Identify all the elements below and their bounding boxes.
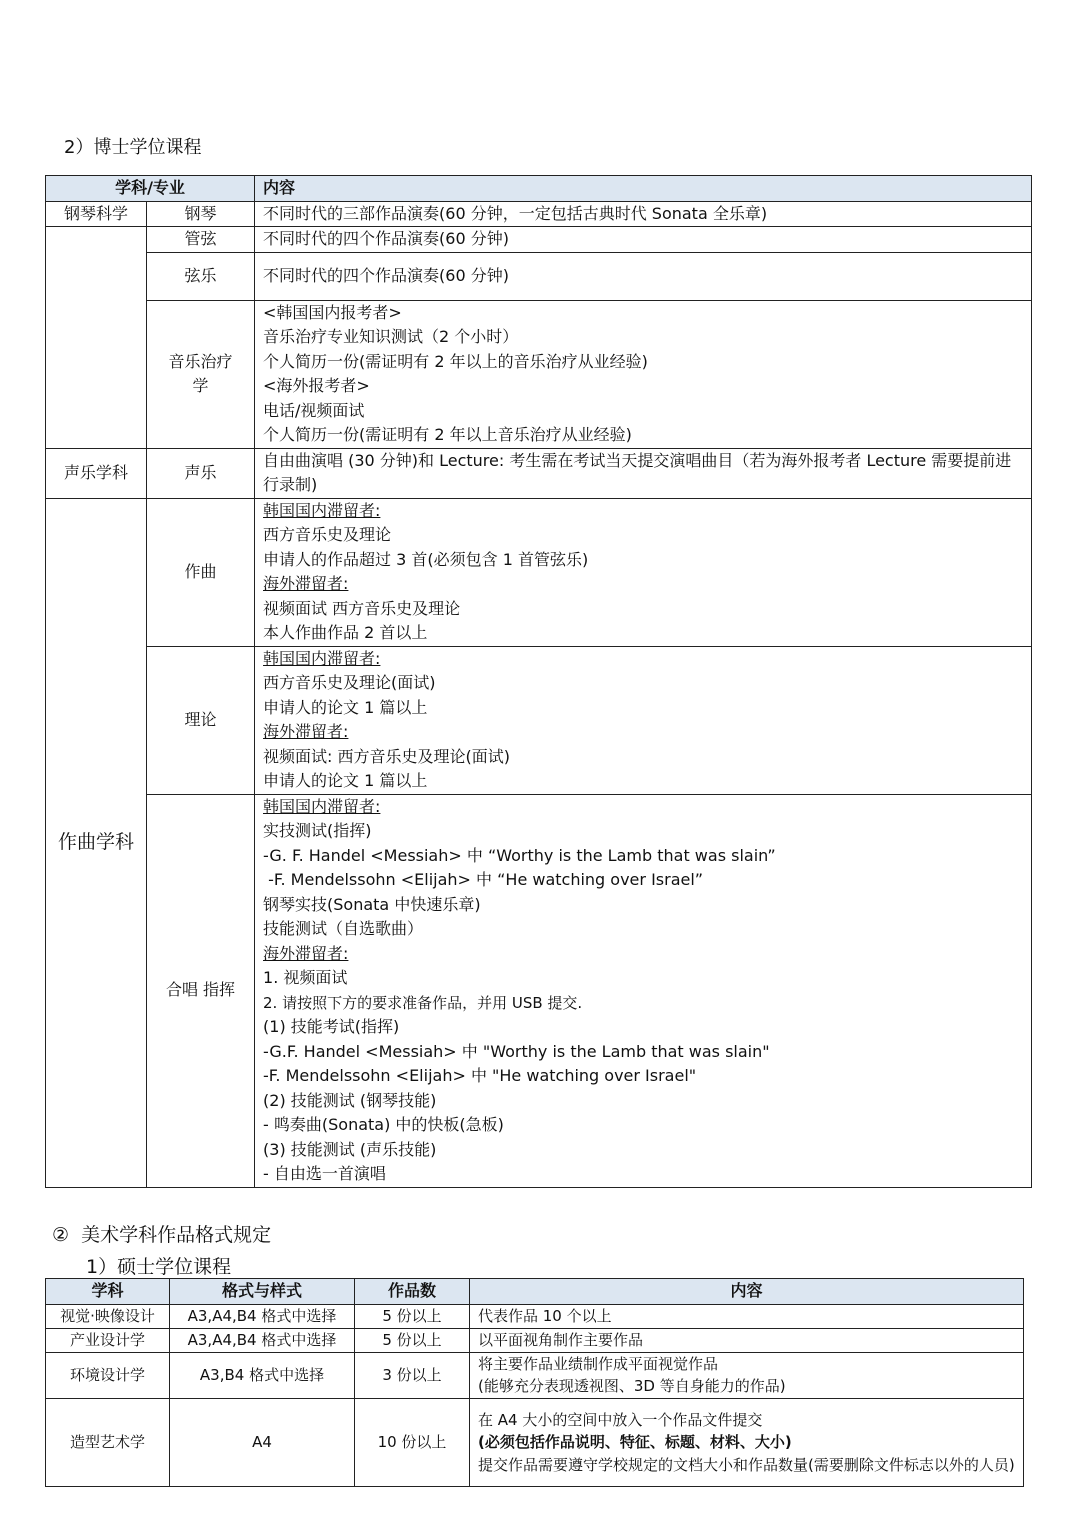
art-format: A3,A4,B4 格式中选择 [170,1329,355,1353]
art-count: 5 份以上 [355,1305,470,1329]
header-format: 格式与样式 [170,1279,355,1305]
content-theory: 韩国国内滞留者: 西方音乐史及理论(面试) 申请人的论文 1 篇以上 海外滞留者: 视频面试: 西方音乐史及理论(面试) 申请人的论文 1 篇以上 [255,646,1032,794]
major-piano: 钢琴 [147,201,255,227]
dept-composition: 作曲学科 [46,498,147,1187]
art-format: A3,B4 格式中选择 [170,1353,355,1399]
art-format: A4 [170,1398,355,1486]
dept-blank [46,227,147,449]
major-winds: 管弦 [147,227,255,253]
header-dept: 学科 [46,1279,170,1305]
table-row [46,1398,1024,1486]
art-dept: 造型艺术学 [46,1398,170,1486]
art-content: 将主要作品业绩制作成平面视觉作品 (能够充分表现透视图、3D 等自身能力的作品) [470,1353,1024,1399]
art-count: 10 份以上 [355,1398,470,1486]
table-row [46,498,1032,646]
content-composition: 韩国国内滞留者: 西方音乐史及理论 申请人的作品超过 3 首(必须包含 1 首管弦乐) 海外滞留者: 视频面试 西方音乐史及理论 本人作曲作品 2 首以上 [255,498,1032,646]
art-dept: 环境设计学 [46,1353,170,1399]
content-strings: 不同时代的四个作品演奏(60 分钟) [255,252,1032,300]
content-piano: 不同时代的三部作品演奏(60 分钟，一定包括古典时代 Sonata 全乐章) [255,201,1032,227]
art-format: A3,A4,B4 格式中选择 [170,1305,355,1329]
table-row [46,300,1032,448]
art-content: 代表作品 10 个以上 [470,1305,1024,1329]
art-count: 5 份以上 [355,1329,470,1353]
art-content: 以平面视角制作主要作品 [470,1329,1024,1353]
content-choral: 韩国国内滞留者: 实技测试(指挥) -G. F. Handel <Messiah> 中 “Worthy is the Lamb that was slain” -F. Mendelssohn <Elijah> 中 “He watching over Israel” 钢琴实技(Sonata 中快速乐章) 技能测试（自选歌曲） 海外滞留者: 1. 视频面试 2. 请按照下方的要求准备作品，并用 USB 提交. (1) 技能考试(指挥) -G.F. Handel <Messiah> 中 "Worthy is the Lamb that was slain" -F. Mendelssohn <Elijah> 中 "He watching over Israel" (2) 技能测试 (钢琴技能) - 鸣奏曲(Sonata) 中的快板(急板) (3) 技能测试 (声乐技能) - 自由选一首演唱 [255,794,1032,1187]
table-header-row [46,1279,1024,1305]
dept-piano: 钢琴科学 [46,201,147,227]
table-header-row [46,176,1032,202]
major-music-therapy: 音乐治疗学 [147,300,255,448]
header-dept: 学科/专业 [46,176,255,202]
major-strings: 弦乐 [147,252,255,300]
table-row [46,448,1032,498]
dept-vocal: 声乐学科 [46,448,147,498]
art-content: 在 A4 大小的空间中放入一个作品文件提交 (必须包括作品说明、特征、标题、材料、大小) 提交作品需要遵守学校规定的文档大小和作品数量(需要删除文件标志以外的人员) [470,1398,1024,1486]
art-count: 3 份以上 [355,1353,470,1399]
table-row [46,252,1032,300]
major-theory: 理论 [147,646,255,794]
phd-heading: 2）博士学位课程 [64,137,202,158]
header-count: 作品数 [355,1279,470,1305]
art-sub-heading: 1）硕士学位课程 [86,1256,232,1278]
art-dept: 产业设计学 [46,1329,170,1353]
major-choral: 合唱 指挥 [147,794,255,1187]
content-vocal: 自由曲演唱 (30 分钟)和 Lecture: 考生需在考试当天提交演唱曲目（若为海外报考者 Lecture 需要提前进行录制) [255,448,1032,498]
header-content: 内容 [255,176,1032,202]
table-row [46,1329,1024,1353]
art-dept: 视觉·映像设计 [46,1305,170,1329]
table-row [46,646,1032,794]
table-row [46,227,1032,253]
art-section-heading: ② 美术学科作品格式规定 [52,1224,272,1246]
content-music-therapy: <韩国国内报考者> 音乐治疗专业知识测试（2 个小时） 个人简历一份(需证明有 2 年以上的音乐治疗从业经验) <海外报考者> 电话/视频面试 个人简历一份(需证明有 2 年以上音乐治疗从业经验) [255,300,1032,448]
art-table [45,1278,1024,1487]
header-content: 内容 [470,1279,1024,1305]
table-row [46,201,1032,227]
table-row [46,794,1032,1187]
phd-table [45,175,1032,1188]
major-vocal: 声乐 [147,448,255,498]
table-row [46,1305,1024,1329]
content-winds: 不同时代的四个作品演奏(60 分钟) [255,227,1032,253]
table-row [46,1353,1024,1399]
major-composition: 作曲 [147,498,255,646]
